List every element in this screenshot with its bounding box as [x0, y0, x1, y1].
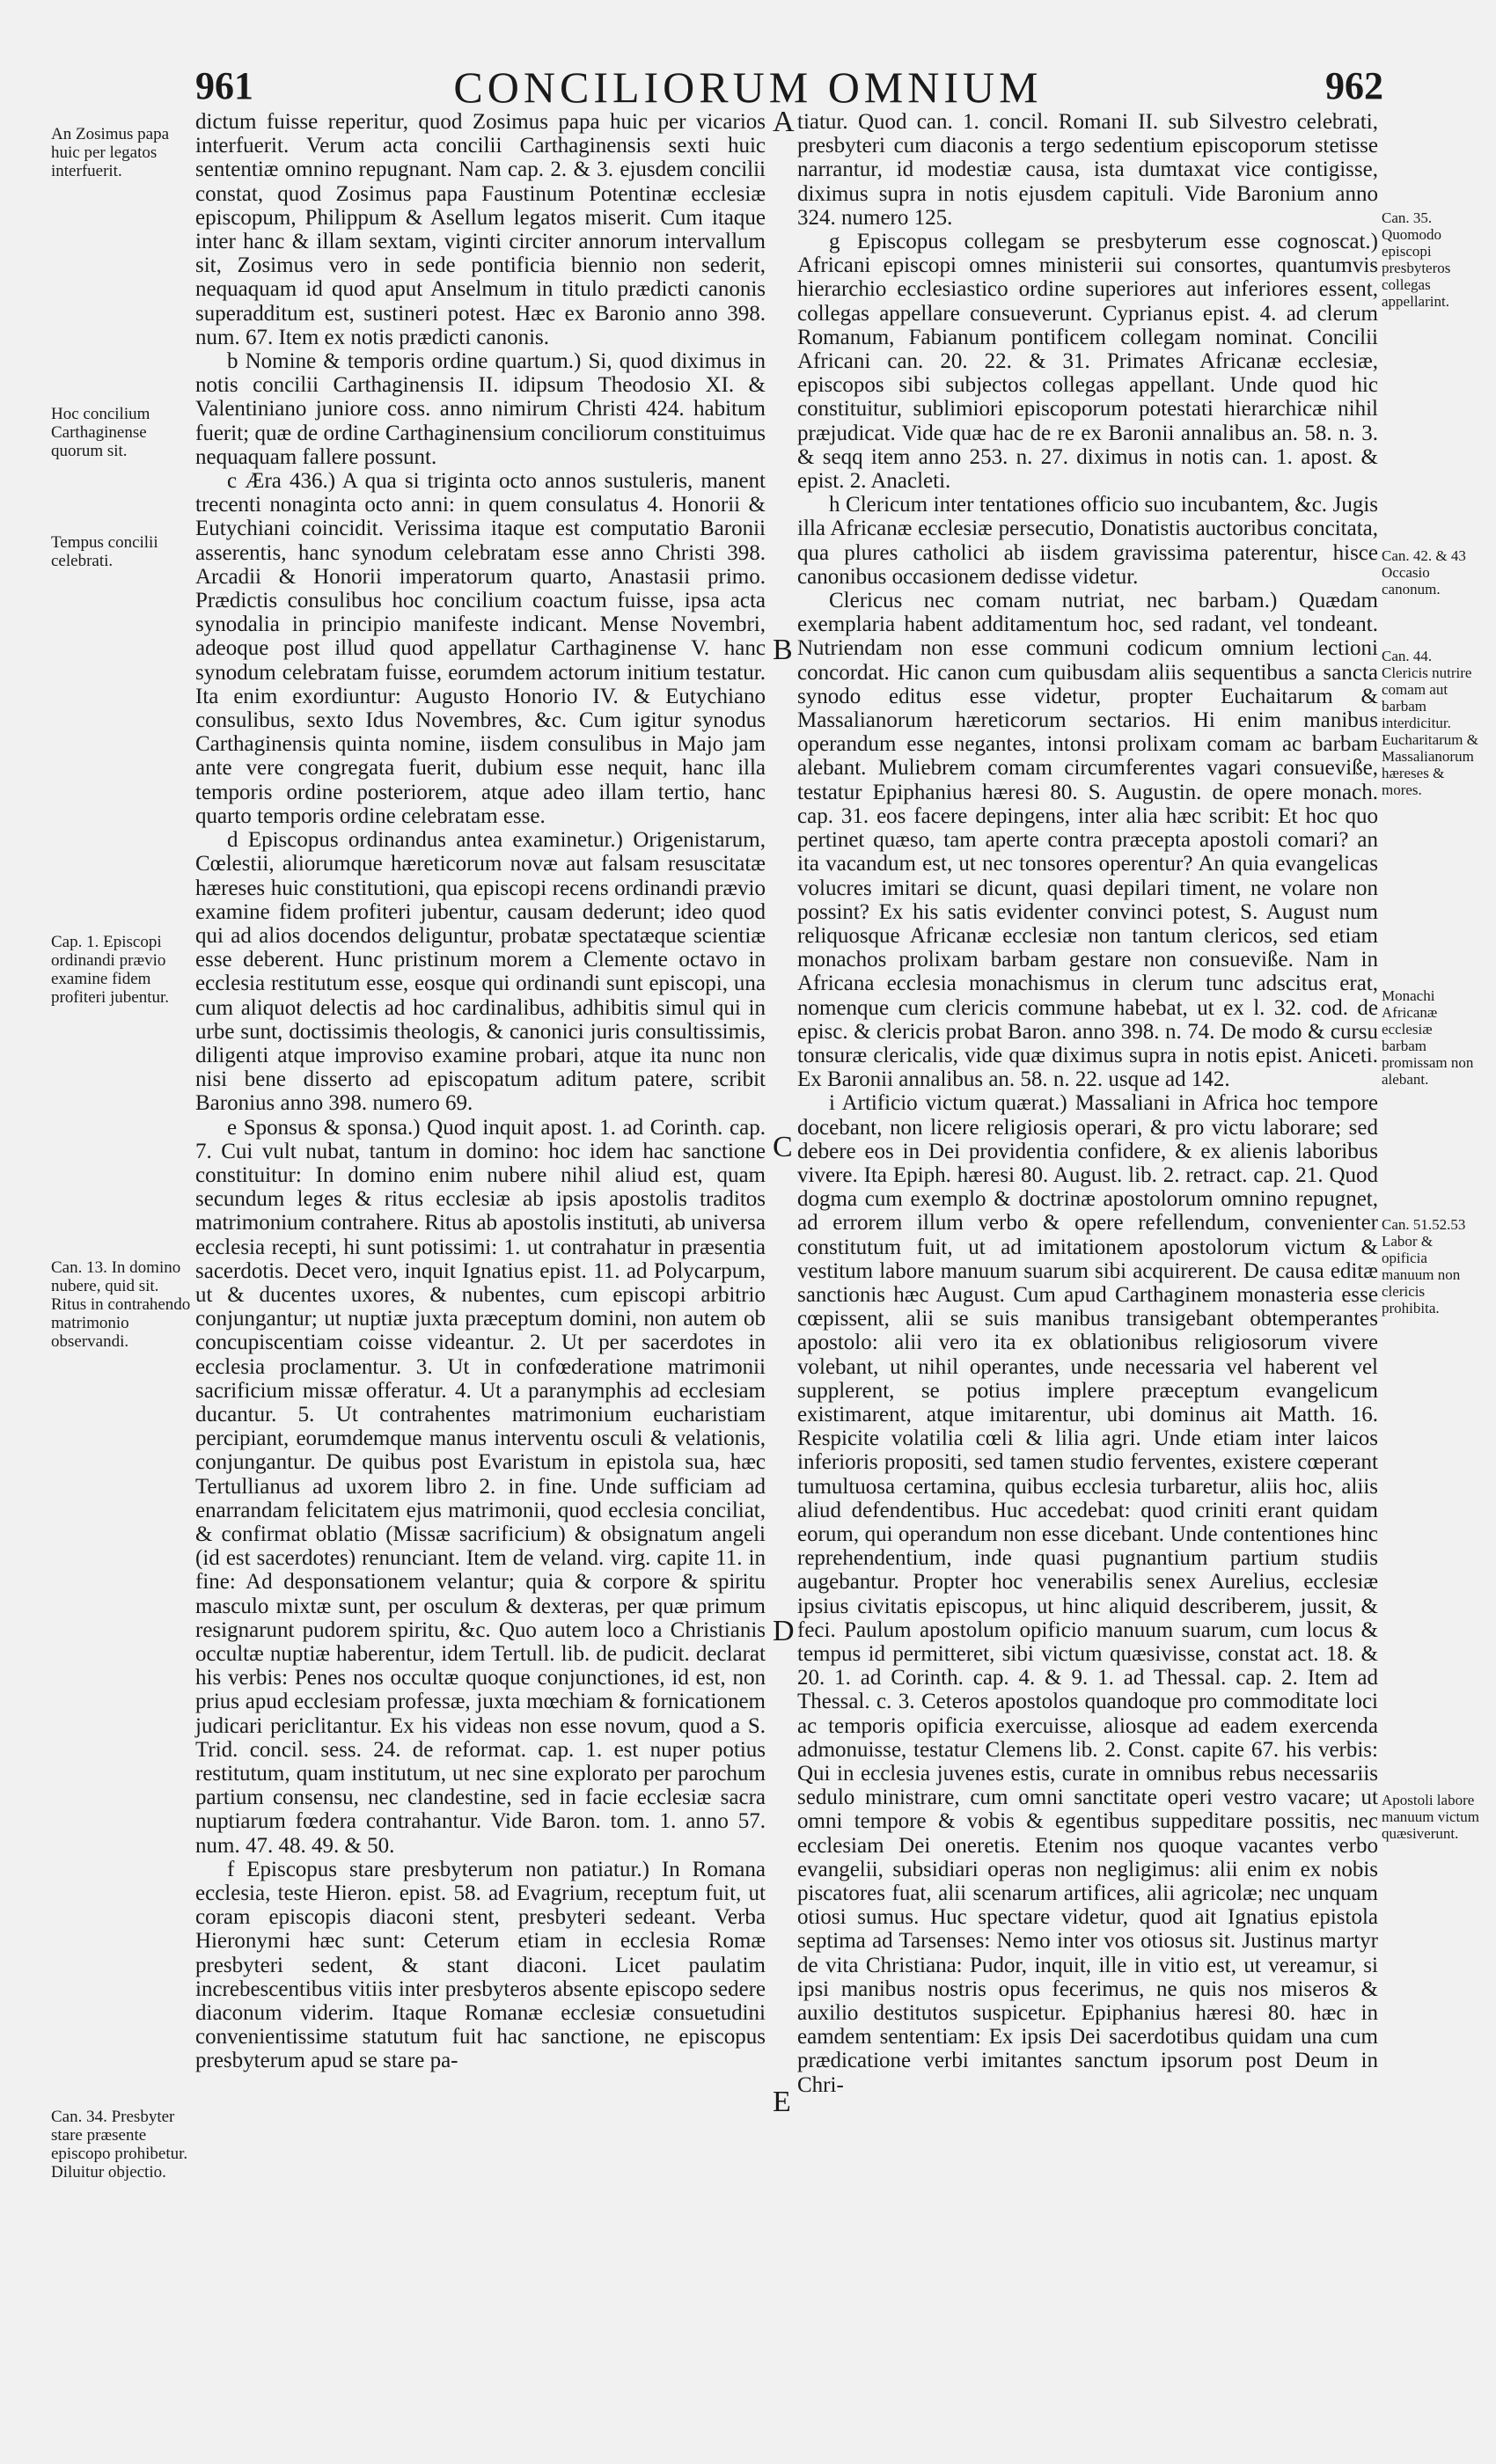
margin-note-left: Cap. 1. Episcopi ordinandi prævio examine fidem profiteri jubentur.: [51, 933, 170, 1007]
note-paragraph: Clericus nec comam nutriat, nec barbam.) Quædam exemplaria habent additamentum hoc, sed radant, vel tondeant. Nutriendam non esse communi codicum omnium lectioni concordat. Hic canon cum quibusdam aliis sequentibus a sancta synodo editus esse videtur, propter Euchaitarum & Massalianorum hæreticorum sectarios. Hi enim manibus operandum esse negantes, intonsi prolixam comam ac barbam alebant. Muliebrem comam circumferentes vagari consueviße, testatur Epiphanius hæresi 80. S. Augustin. de opere monach. cap. 31. eos facere depingens, inter alia hæc scribit: Et hoc quo pertinet quæso, tam aperte contra præcepta apostoli comari? an ita vacandum est, ut nec tonsores operentur? An quia evangelicas volucres imitari se dicunt, quasi depilari timent, ne volare non possint? Ex his satis evidenter convinci potest, S. August num reliquosque Africanæ ecclesiæ non tantum clericos, sed etiam monachos prolixam barbam gestare non consueviße. Nam in Africana ecclesia monachismus in clerum tunc adscitus erat, nomenque cum clericis commune habebat, ut ex l. 32. cod. de episc. & clericis probat Baron. anno 398. n. 74. De modo & cursu tonsuræ clericalis, vide quæ diximus supra in notis epist. Aniceti. Ex Baronii annalibus an. 58. n. 22. usque ad 142.: [797, 589, 1378, 1092]
note-paragraph: c Æra 436.) A qua si triginta octo annos sustuleris, manent trecenti nonaginta octo anni: in quem consulatus 4. Honorii & Eutychiani coincidit. Verissima itaque est computatio Baronii asserentis, hanc synodum celebratam esse anno Christi 398. Arcadii & Honorii imperatorum quarto, Anastasii primo. Prædictis consulibus hoc concilium coactum fuisse, ipsa acta synodalia in principio manifeste indicant. Mense Novembri, adeoque post illud quod appellatur Carthaginense V. hanc synodum celebratam fuisse, eorumdem actorum initium testatur. Ita enim exordiuntur: Augusto Honorio IV. & Eutychiano consulibus, sexto Idus Novembres, &c. Cum igitur synodus Carthaginensis quinta nomine, iisdem consulibus in Majo jam ante vere congregata fuerit, dubium esse nequit, hanc illa temporis ordine posteriorem, atque adeo illam tertio, hanc quarto temporis ordine celebratam esse.: [195, 469, 766, 828]
margin-note-left: An Zosimus papa huic per legatos interfuerit.: [51, 125, 170, 180]
margin-note-left: Can. 13. In domino nubere, quid sit. Ritus in contrahendo matrimonio observandi.: [51, 1258, 191, 1351]
page-number-right: 962: [1325, 64, 1383, 107]
margin-note-left: Hoc concilium Carthaginense quorum sit.: [51, 405, 150, 460]
margin-note-right: Monachi Africanæ ecclesiæ barbam promissam non alebant.: [1382, 987, 1474, 1088]
margin-note-right: Can. 35. Quomodo episcopi presbyteros collegas appellarint.: [1382, 209, 1451, 310]
left-column: [195, 110, 766, 2073]
note-paragraph: b Nomine & temporis ordine quartum.) Si, quod diximus in notis concilii Carthaginensis II. idipsum Theodosio XI. & Valentiniano juniore coss. anno nimirum Christi 424. habitum fuerit; quæ de ordine Carthaginensium conciliorum constituimus nequaquam fallere possunt.: [195, 349, 766, 469]
margin-note-left: Can. 34. Presbyter stare præsente episcopo prohibetur. Diluitur objectio.: [51, 2108, 188, 2182]
note-paragraph: dictum fuisse reperitur, quod Zosimus papa huic per vicarios interfuerit. Verum acta concilii Carthaginensis sexti huic sententiæ omnino repugnant. Nam cap. 2. & 3. ejusdem concilii constat, quod Zosimus papa Faustinum Potentinæ ecclesiæ episcopum, Philippum & Asellum legatos miserit. Cum itaque inter hanc & illam sextam, viginti circiter annorum intervallum sit, Zosimus vero in sede pontificia biennio non sederit, nequaquam id quod aput Anselmum in titulo prædicti canonis superadditum est, sustineri potest. Hæc ex Baronio anno 398. num. 67. Item ex notis prædicti canonis.: [195, 110, 766, 349]
margin-letter: D: [773, 1615, 795, 1647]
note-paragraph: h Clericum inter tentationes officio suo incubantem, &c. Jugis illa Africanæ ecclesiæ persecutio, Donatistis auctoribus concitata, qua plures catholici ab iisdem gravissima paterentur, hisce canonibus occasionem dedisse videtur.: [797, 493, 1378, 589]
right-column: [797, 110, 1378, 2097]
margin-note-right: Apostoli labore manuum victum quæsiverunt.: [1382, 1792, 1479, 1842]
margin-note-right: Can. 44. Clericis nutrire comam aut barbam interdicitur. Eucharitarum & Massalianorum hæreses & mores.: [1382, 648, 1478, 798]
margin-letter: B: [773, 634, 793, 666]
note-paragraph: tiatur. Quod can. 1. concil. Romani II. sub Silvestro celebrati, presbyteri cum diaconis a tergo sedentium episcoporum stetisse narrantur, id modestiæ causa, ista dumtaxat vice contigisse, diximus supra in notis ejusdem capituli. Vide Baronium anno 324. numero 125.: [797, 110, 1378, 230]
note-paragraph: e Sponsus & sponsa.) Quod inquit apost. 1. ad Corinth. cap. 7. Cui vult nubat, tantum in domino: hoc idem hac sanctione constituitur: In domino enim nubere nihil aliud est, quam secundum leges & ritus ecclesiæ ab ipsis apostolis traditos matrimonium contrahere. Ritus ab apostolis instituti, ab universa ecclesia recepti, hi sunt potissimi: 1. ut contrahatur in præsentia sacerdotis. Decet vero, inquit Ignatius epist. 11. ad Polycarpum, ut & ducentes uxores, & nubentes, cum episcopi arbitrio conjungantur; ut nuptiæ juxta præceptum domini, non autem ob concupiscentiam coisse videantur. 2. Ut per sacerdotes in ecclesia proclamentur. 3. Ut in confœderatione matrimonii sacrificium missæ offeratur. 4. Ut a paranymphis ad ecclesiam ducantur. 5. Ut contrahentes matrimonium eucharistiam percipiant, eorumdemque manus interventu osculi & velationis, conjungantur. De quibus post Evaristum in epistola sua, hæc Tertullianus ad uxorem libro 2. in fine. Unde sufficiam ad enarrandam felicitatem ejus matrimonii, quod ecclesia conciliat, & confirmat oblatio (Missæ sacrificium) & obsignatum angeli (id est sacerdotes) renunciant. Item de veland. virg. capite 11. in fine: Ad desponsationem velantur; quia & corpore & spiritu masculo mixtæ sunt, per osculum & dexteras, per quæ primum resignarunt pudorem spiritu, &c. Quo autem loco a Christianis occultæ nuptiæ haberentur, idem Tertull. lib. de pudicit. declarat his verbis: Penes nos occultæ quoque conjunctiones, id est, non prius apud ecclesiam professæ, juxta mœchiam & fornicationem judicari periclitantur. Ex his videas non esse novum, quod a S. Trid. concil. sess. 24. de reformat. cap. 1. est nuper potius restitutum, quam institutum, ut nec sine explorato per parochum partium consensu, nec clandestine, sed in facie ecclesiæ sacra nuptiarum fœdera contrahantur. Vide Baron. tom. 1. anno 57. num. 47. 48. 49. & 50.: [195, 1115, 766, 1858]
note-paragraph: i Artificio victum quærat.) Massaliani in Africa hoc tempore docebant, non licere religiosis operari, & pro victu laborare; sed debere eos in Dei providentia confidere, & ex alienis laboribus vivere. Ita Epiph. hæresi 80. August. lib. 2. retract. cap. 21. Quod dogma cum exemplo & doctrinæ apostolorum omnino repugnet, ad errorem illum verbo & opere refellendum, convenienter constitutum fuit, ut ad imitationem apostolorum victum & vestitum labore manuum suarum sibi acquirerent. De causa editæ sanctionis hæc August. Cum apud Carthaginem monasteria esse cœpissent, alii se suis manibus transigebant obtemperantes apostolo: alii vero ita ex oblationibus religiosorum vivere volebant, ut nihil operantes, unde necessaria vel haberent vel supplerent, se potius implere præceptum evangelicum existimarent, atque imitarentur, ubi dominus ait Matth. 16. Respicite volatilia cœli & lilia agri. Unde etiam inter laicos inferioris propositi, sed tamen studio ferventes, existere cœperant tumultuosa certamina, quibus ecclesia turbaretur, aliis hoc, aliis aliud defendentibus. Huc accedebat: quod criniti erant quidam eorum, qui operandum non esse dicebant. Unde contentiones hinc reprehendentium, inde quasi pugnantium partium studiis augebantur. Propter hoc venerabilis senex Aurelius, ecclesiæ ipsius civitatis episcopus, ut hinc aliquid describerem, jussit, & feci. Paulum apostolum opificio manuum suarum, cum locus & tempus id permitteret, sibi victum quæsivisse, constat act. 18. & 20. 1. ad Corinth. cap. 4. & 9. 1. ad Thessal. cap. 2. Item ad Thessal. c. 3. Ceteros apostolos quandoque pro commoditate loci ac temporis opificia exercuisse, aliosque ad eadem exercenda admonuisse, testatur Clemens lib. 2. Const. capite 67. his verbis: Qui in ecclesia juvenes estis, curate in omnibus rebus necessariis sedulo ministrare, cum omni sanctitate operi vestro vacare; ut omni tempore & vobis & egentibus suppeditare possitis, nec ecclesiam Dei oneretis. Etenim nos quoque vacantes verbo evangelii, subsidiari operas non negligimus: alii enim ex nobis piscatores fuat, alii scenarum artifices, alii agricolæ; nec unquam otiosi sumus. Huc spectare videtur, quod ait Ignatius epistola septima ad Tarsenses: Nemo inter vos otiosus sit. Justinus martyr de vita Christiana: Pudor, inquit, ille in vitio est, ut vereamur, si ipsi manibus nostris opus fecerimus, ne quis nos miseros & auxilio destitutos suspicetur. Epiphanius hæresi 80. hæc in eamdem sententiam: Ex ipsis Dei sacerdotibus quidam una cum prædicatione verbi imitantes sanctum ipsorum post Deum in Chri-: [797, 1091, 1378, 2097]
margin-note-left: Tempus concilii celebrati.: [51, 533, 158, 570]
note-paragraph: f Episcopus stare presbyterum non patiatur.) In Romana ecclesia, teste Hieron. epist. 58. ad Evagrium, receptum fuit, ut coram episcopis diaconi stent, presbyteri sedeant. Verba Hieronymi hæc sunt: Ceterum etiam in ecclesia Romæ presbyteri sedent, & stant diaconi. Licet paulatim increbescentibus vitiis inter presbyteros absente episcopo sedere diaconum viderim. Itaque Romanæ ecclesiæ consuetudini convenientissime statutum fuit hac sanctione, ne episcopus presbyterum apud se stare pa-: [195, 1857, 766, 2073]
margin-note-right: Can. 51.52.53 Labor & opificia manuum non clericis prohibita.: [1382, 1216, 1466, 1316]
margin-letter: C: [773, 1131, 793, 1163]
running-title: CONCILIORUM OMNIUM: [453, 62, 1043, 112]
margin-letter: E: [773, 2086, 791, 2118]
margin-note-right: Can. 42. & 43 Occasio canonum.: [1382, 547, 1466, 598]
note-paragraph: d Episcopus ordinandus antea examinetur.) Origenistarum, Cœlestii, aliorumque hæreticorum novæ aut falsam resuscitatæ hæreses huic constitutioni, qua episcopi recens ordinandi prævio examine fidem profiteri jubentur, causam dederunt; ideo quod qui ad alios docendos deliguntur, probatæ spectatæque scientiæ esse deberent. Hunc pristinum morem a Clemente octavo in ecclesia restitutum esse, eosque qui ordinandi sunt episcopi, una cum aliquot delectis ad hoc cardinalibus, adhibitis simul qui in urbe sunt, doctissimis theologis, & canonici juris consultissimis, diligenti atque improviso examine probari, atque ita nunc non nisi bene disserto ad episcopatum aditum patere, scribit Baronius anno 398. numero 69.: [195, 828, 766, 1116]
margin-letter: A: [773, 106, 795, 138]
page-number-left: 961: [195, 64, 253, 107]
note-paragraph: g Episcopus collegam se presbyterum esse cognoscat.) Africani episcopi omnes ministerii sui consortes, quantumvis hierarchio ecclesiastico ordine superiores aut inferiores essent, collegas appellare consueverunt. Cyprianus epist. 4. ad clerum Romanum, Fabianum pontificem collegam nominat. Concilii Africani can. 20. 22. & 31. Primates Africanæ ecclesiæ, episcopos sibi subjectos collegas appellant. Unde quod hic constituitur, sublimiori episcoporum potestati hierarchicæ nihil præjudicat. Vide quæ hac de re ex Baronii annalibus an. 58. n. 3. & seqq item anno 253. n. 27. diximus in notis can. 1. apost. & epist. 2. Anacleti.: [797, 230, 1378, 494]
